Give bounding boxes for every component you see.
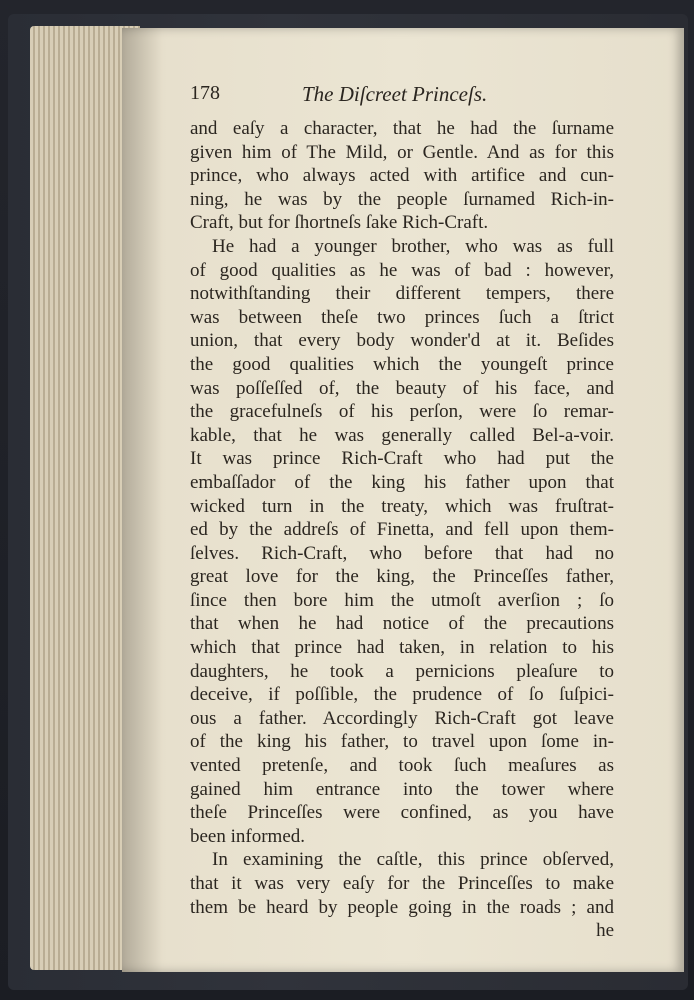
text-line: gained him entrance into the tower where [190,778,614,800]
text-line: ning, he was by the people ſurnamed Rich-in- [190,188,614,210]
text-line: of good qualities as he was of bad : however, [190,259,614,281]
text-line: been informed. [190,825,306,847]
page-body [190,118,614,944]
text-line: was poſſeſſed of, the beauty of his face, and [190,377,614,399]
text-line: Craft, but for ſhortneſs ſake Rich-Craft. [190,212,489,234]
text-line: embaſſador of the king his father upon that [190,471,614,493]
page-number: 178 [190,82,220,104]
text-line: ed by the addreſs of Finetta, and fell upon them- [190,519,614,541]
text-line: vented pretenſe, and took ſuch meaſures as [190,755,614,777]
text-line: was between theſe two princes ſuch a ſtrict [190,306,614,328]
text-line: ous a father. Accordingly Rich-Craft got leave [190,707,614,729]
text-line: which that prince had taken, in relation to his [190,637,614,659]
text-line: them be heard by people going in the roads ; and [190,896,614,918]
spine-shadow [122,28,162,972]
text-line: He had a younger brother, who was as full [212,235,614,257]
text-line: union, that every body wonder'd at it. Beſides [190,330,614,352]
text-line: of the king his father, to travel upon ſome in- [190,731,614,753]
text-line: prince, who always acted with artifice and cun- [190,165,614,187]
running-title: The Diſcreet Princeſs. [302,82,488,106]
text-line: that it was very eaſy for the Princeſſes to make [190,873,614,894]
text-line: notwithſtanding their different tempers, there [190,283,614,305]
text-line: the gracefulneſs of his perſon, were ſo remar- [190,401,614,423]
text-line: that when he had notice of the precautions [190,613,614,635]
text-line: In examining the caſtle, this prince obſerved, [212,849,614,871]
text-line: the good qualities which the youngeſt prince [190,353,614,375]
text-line: daughters, he took a pernicions pleaſure to [190,660,614,682]
running-header [190,76,614,106]
text-line: kable, that he was generally called Bel-a-voir. [190,424,614,446]
text-line: deceive, if poſſible, the prudence of ſo ſuſpici- [190,684,614,706]
text-line: and eaſy a character, that he had the ſurname [190,118,614,139]
text-line: ſince then bore him the utmoſt averſion ; ſo [190,589,614,611]
text-line: It was prince Rich-Craft who had put the [190,448,614,470]
text-line: theſe Princeſſes were confined, as you have [190,802,614,824]
text-line: given him of The Mild, or Gentle. And as for this [190,141,614,163]
text-line: wicked turn in the treaty, which was fruſtrat- [190,495,614,517]
text-line: ſelves. Rich-Craft, who before that had no [190,542,614,564]
text-line: great love for the king, the Princeſſes father, [190,566,614,588]
catchword: he [596,920,614,942]
